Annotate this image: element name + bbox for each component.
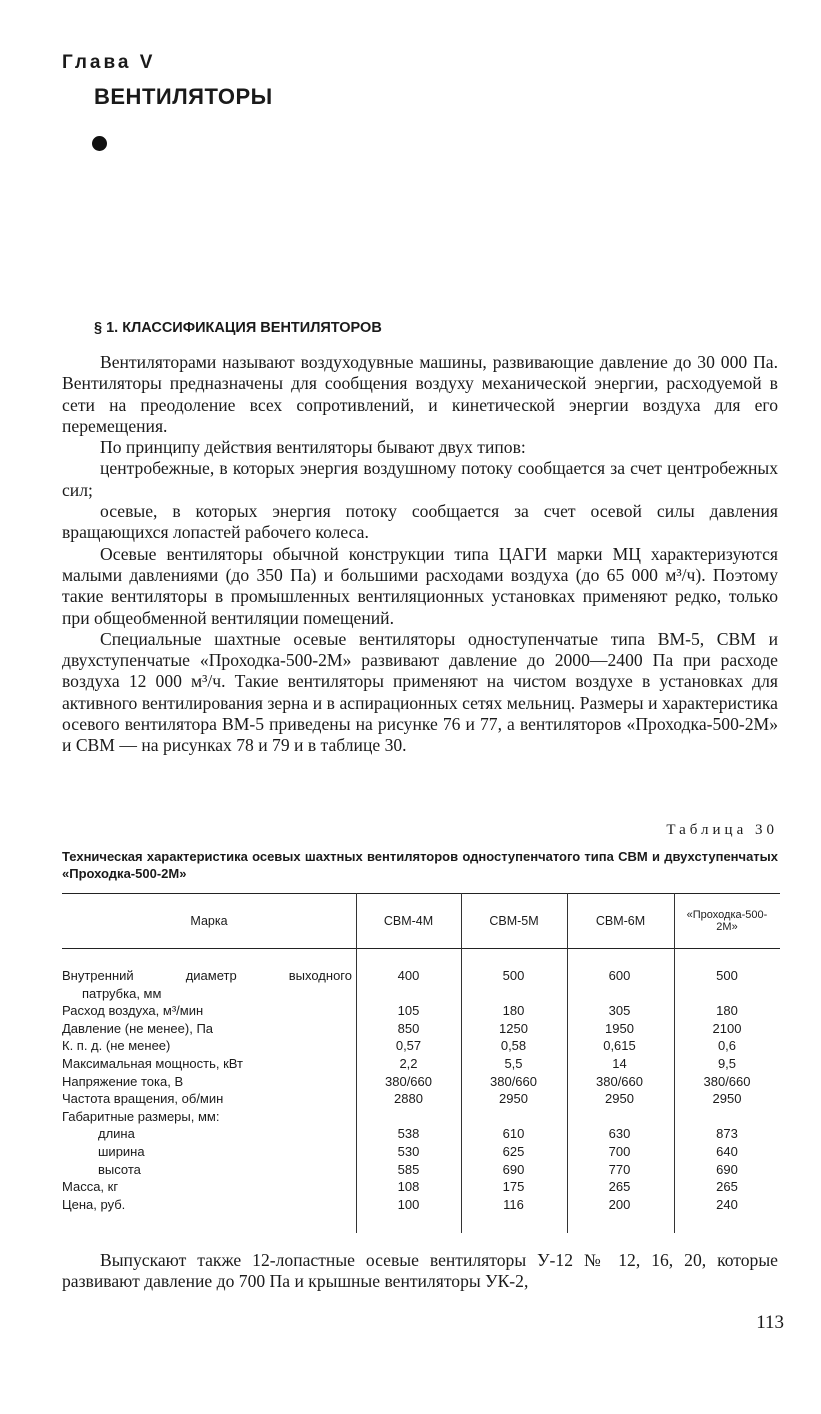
table-cell: 305 (608, 1003, 631, 1019)
table-cell: 0,6 (717, 1038, 737, 1054)
row-labels (62, 967, 352, 1213)
paragraph-4: осевые, в которых энергия потоку сообщается за счет осевой силы давления вращающихся лопастей рабочего колеса. (62, 501, 778, 543)
column-divider (674, 893, 675, 1233)
table-cell: 175 (502, 1179, 525, 1195)
table-cell: 265 (716, 1179, 738, 1195)
table-cell: 700 (608, 1143, 631, 1159)
table-cell: 105 (397, 1003, 420, 1019)
table-cell: 108 (397, 1179, 420, 1195)
table-cell (567, 1108, 672, 1126)
row-label: высота (98, 1161, 141, 1177)
header-svm-6m: СВМ-6М (595, 913, 646, 928)
table-cell: 2950 (605, 1091, 634, 1107)
table-cell: 0,615 (603, 1038, 636, 1054)
table-cell: 690 (716, 1161, 738, 1177)
paragraph-5: Осевые вентиляторы обычной конструкции типа ЦАГИ марки МЦ характеризуются малыми давлениями (до 350 Па) и большими расходами воздуха (до 65 000 м³/ч). Поэтому такие вентиляторы в промышленных вентиляционных установках применяют редко, только при общеобменной вентиляции помещений. (62, 543, 778, 628)
chapter-title: ВЕНТИЛЯТОРЫ (94, 84, 273, 109)
table-cell: 0,58 (500, 1038, 527, 1054)
header-brand: Марка (190, 913, 228, 928)
table-cell: 380/660 (490, 1073, 537, 1089)
row-label: Масса, кг (62, 1179, 119, 1195)
row-label: К. п. д. (не менее) (62, 1038, 171, 1054)
table-cell (684, 985, 770, 1003)
row-label: патрубка, мм (82, 985, 162, 1001)
table-cell: 600 (608, 968, 631, 983)
table-cell: 116 (503, 1196, 524, 1212)
row-label: Цена, руб. (62, 1196, 126, 1212)
header-svm-4m: СВМ-4М (383, 913, 434, 928)
row-label: Напряжение тока, В (62, 1073, 184, 1089)
table-cell: 180 (716, 1003, 738, 1019)
table-cell: 100 (397, 1196, 420, 1212)
row-label: Габаритные размеры, мм: (62, 1108, 220, 1124)
table-cell: 9,5 (717, 1055, 737, 1071)
column-svm-6m (567, 967, 672, 1213)
row-label: длина (98, 1126, 135, 1142)
table-cell (461, 985, 566, 1003)
table-cell: 2950 (499, 1091, 528, 1107)
table-cell: 200 (608, 1196, 631, 1212)
table-cell: 610 (502, 1126, 525, 1142)
closing-text (62, 1250, 778, 1293)
table-cell: 1950 (605, 1020, 634, 1036)
table-cell: 770 (608, 1161, 631, 1177)
table-cell: 585 (397, 1161, 420, 1177)
table-cell: 500 (502, 968, 525, 983)
table-cell: 5,5 (504, 1055, 523, 1071)
row-label: Расход воздуха, м³/мин (62, 1003, 204, 1019)
table-cell: 625 (502, 1143, 525, 1159)
row-label: Максимальная мощность, кВт (62, 1055, 243, 1071)
section-title: § 1. КЛАССИФИКАЦИЯ ВЕНТИЛЯТОРОВ (94, 320, 382, 336)
row-label: Давление (не менее), Па (62, 1020, 214, 1036)
table-cell (356, 985, 461, 1003)
table-cell: 630 (608, 1126, 631, 1142)
table-cell: 265 (608, 1179, 631, 1195)
body-text (62, 352, 778, 757)
table-cell: 538 (397, 1126, 420, 1142)
chapter-label: Глава V (62, 52, 156, 73)
table-cell: 2880 (394, 1091, 423, 1107)
table-cell: 380/660 (596, 1073, 643, 1089)
table-cell: 530 (397, 1143, 420, 1159)
table-cell: 2100 (712, 1020, 742, 1036)
paragraph-3: центробежные, в которых энергия воздушному потоку сообщается за счет центробежных сил; (62, 458, 778, 500)
row-label-word: выходного (288, 968, 352, 983)
table-label: Таблица 30 (666, 822, 778, 838)
closing-paragraph: Выпускают также 12-лопастные осевые вентиляторы У-12 № 12, 16, 20, которые развивают давление до 700 Па и крышные вентиляторы УК-2, (62, 1250, 778, 1292)
row-label (62, 967, 352, 985)
row-label: Частота вращения, об/мин (62, 1091, 224, 1107)
page-number: 113 (756, 1312, 784, 1333)
spec-table (62, 893, 780, 1233)
table-caption: Техническая характеристика осевых шахтных вентиляторов одноступенчатого типа СВМ и двухступенчатых «Проходка-500-2М» (62, 849, 778, 881)
row-label-word: диаметр (185, 968, 237, 983)
table-cell: 0,57 (395, 1038, 422, 1054)
bullet-mark (92, 136, 107, 151)
table-cell: 2950 (712, 1091, 742, 1107)
table-cell: 500 (716, 968, 738, 983)
header-prokhodka: «Проходка-500-2М» (686, 908, 768, 933)
table-cell: 873 (716, 1126, 738, 1142)
table-header-rule (62, 948, 780, 949)
table-cell (356, 1108, 461, 1126)
table-cell (684, 1108, 770, 1126)
table-cell: 180 (502, 1003, 525, 1019)
table-cell: 1250 (499, 1020, 528, 1036)
table-cell: 380/660 (703, 1073, 751, 1089)
paragraph-2: По принципу действия вентиляторы бывают двух типов: (100, 437, 526, 458)
paragraph-6: Специальные шахтные осевые вентиляторы одноступенчатые типа ВМ-5, СВМ и двухступенчатые «Проходка-500-2М» развивают давление до 2000—2400 Па при расходе воздуха 12 000 м³/ч. Такие вентиляторы применяют на чистом воздухе в установках для активного вентилирования зерна и в аспирационных сетях мельниц. Размеры и характеристика осевого вентилятора ВМ-5 приведены на рисунке 76 и 77, а вентиляторов «Проходка-500-2М» и СВМ — на рисунках 78 и 79 и в таблице 30. (62, 628, 778, 756)
column-prokhodka (684, 967, 770, 1213)
table-cell (567, 985, 672, 1003)
table-cell (461, 1108, 566, 1126)
column-svm-4m (356, 967, 461, 1213)
table-cell: 690 (502, 1161, 525, 1177)
table-cell: 240 (716, 1196, 738, 1212)
table-cell: 2,2 (399, 1055, 418, 1071)
table-cell: 400 (397, 968, 420, 983)
paragraph-1: Вентиляторами называют воздуходувные машины, развивающие давление до 30 000 Па. Вентиляторы предназначены для сообщения воздуху механической энергии, расходуемой в сети на преодоление всех сопротивлений, и кинетической энергии воздуха для его перемещения. (62, 352, 778, 436)
header-svm-5m: СВМ-5М (489, 913, 539, 928)
row-label-word: Внутренний (62, 968, 134, 983)
column-svm-5m (461, 967, 566, 1213)
table-cell: 380/660 (385, 1073, 432, 1089)
table-cell: 850 (397, 1020, 420, 1036)
table-cell: 640 (716, 1143, 738, 1159)
row-label: ширина (98, 1143, 145, 1159)
table-cell: 14 (612, 1055, 627, 1071)
